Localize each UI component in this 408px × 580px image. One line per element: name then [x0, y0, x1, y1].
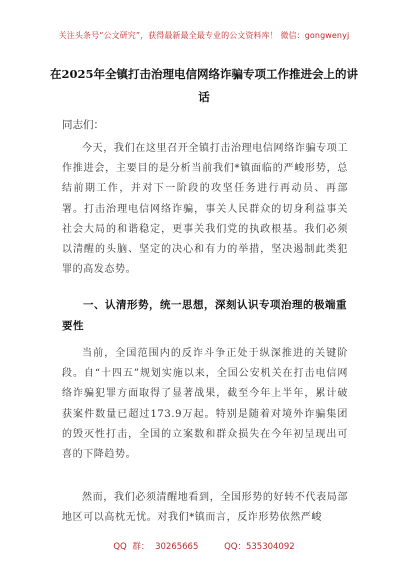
header-banner: 关注头条号“公文研究”，获得最新最全最专业的公文资料库！ 微信：gongwenyj: [58, 31, 350, 40]
paragraph-3: 然而，我们必须清醒地看到，全国形势的好转不代表局部地区可以高枕无忧。对我们*镇而言，反诈形势依然严峻: [62, 492, 348, 524]
paragraph-1: 今天，我们在这里召开全镇打击治理电信网络诈骗专项工作推进会，主要目的是分析当前我们*镇面临的严峻形势，总结前期工作，并对下一阶段的攻坚任务进行再动员、再部署。打击治理电信网络诈骗，事关人民群众的切身利益事关社会大局的和谐稳定，更事关我们党的执政根基。我们必须以清醒的头脑、坚定的决心和有力的举措，坚决遏制此类犯罪的高发态势。: [62, 143, 348, 276]
salutation: 同志们：: [62, 119, 104, 131]
document-title: 在2025年全镇打击治理电信网络诈骗专项工作推进会上的讲话: [50, 67, 359, 104]
paragraph-2: 当前，全国范围内的反诈斗争正处于纵深推进的关键阶段。自“十四五”规划实施以来，全国公安机关在打击电信网络诈骗犯罪方面取得了显著战果，截至今年上半年，累计破获案件数量已超过173.9万起。特别是随着对境外诈骗集团的毁灭性打击，全国的立案数和群众损失在今年初呈现出可喜的下降趋势。: [62, 348, 348, 461]
footer-qq: QQ：535304092: [224, 542, 295, 552]
section-heading-1: 一、认清形势，统一思想，深刻认识专项治理的极端重要性: [62, 299, 347, 332]
footer-contact: [0, 540, 408, 552]
footer-qq-group: QQ 群： 30265665: [113, 542, 199, 552]
